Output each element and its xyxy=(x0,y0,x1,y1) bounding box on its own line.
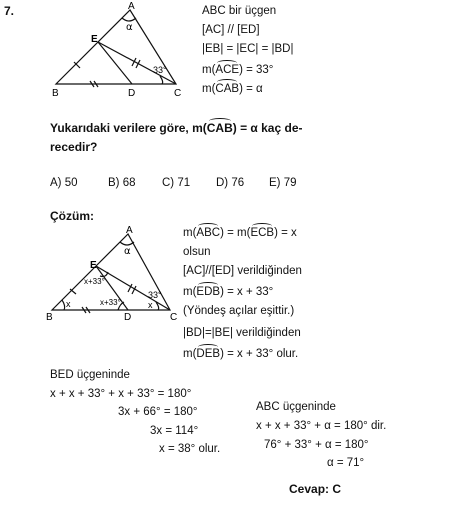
question-figure xyxy=(50,0,200,98)
sol-label-b: B xyxy=(46,312,53,322)
solution-figure xyxy=(44,226,184,322)
alpha-arc xyxy=(122,18,136,21)
bed-eq-4: x = 38° olur. xyxy=(159,443,221,455)
sol-label-a: A xyxy=(126,226,133,236)
option-d[interactable]: D) 76 xyxy=(216,177,245,189)
label-d: D xyxy=(128,88,136,98)
given-1: ABC bir üçgen xyxy=(202,5,277,17)
abc-eq-1: x + x + 33° + α = 180° dir. xyxy=(256,420,387,432)
option-a[interactable]: A) 50 xyxy=(50,177,78,189)
label-c: C xyxy=(174,88,182,98)
answer: Cevap: C xyxy=(289,482,342,496)
abc-heading: ABC üçgeninde xyxy=(256,401,336,413)
bed-heading: BED üçgeninde xyxy=(50,369,130,381)
given-2: [AC] // [ED] xyxy=(202,24,260,36)
sol-line-1: m(ABC) = m(ECB) = x xyxy=(183,227,297,239)
bed-eq-3: 3x = 114° xyxy=(150,425,199,437)
question-prompt-line-2: recedir? xyxy=(50,140,98,154)
abc-eq-3: α = 71° xyxy=(327,457,365,469)
solution-heading: Çözüm: xyxy=(50,209,94,223)
sol-label-d: D xyxy=(124,312,132,322)
sol-label-c: C xyxy=(170,312,178,322)
bed-eq-2: 3x + 66° = 180° xyxy=(118,406,198,418)
bed-eq-1: x + x + 33° + x + 33° = 180° xyxy=(50,388,192,400)
segment-ec xyxy=(98,42,176,84)
sol-line-3: [AC]//[ED] verildiğinden xyxy=(183,265,302,277)
sol-line-2: olsun xyxy=(183,246,211,258)
sol-label-alpha: α xyxy=(124,246,131,257)
sol-line-4: m(EDB) = x + 33° xyxy=(183,286,274,298)
sol-label-e: E xyxy=(90,260,97,271)
option-b[interactable]: B) 68 xyxy=(108,177,136,189)
label-33: 33° xyxy=(153,65,167,75)
label-alpha: α xyxy=(126,22,133,33)
abc-eq-2: 76° + 33° + α = 180° xyxy=(264,439,369,451)
sol-label-33: 33° xyxy=(148,290,162,300)
given-5: m(CAB) = α xyxy=(202,83,263,95)
sol-alpha-arc xyxy=(120,242,134,245)
sol-label-x-b: x xyxy=(66,299,71,309)
segment-ed xyxy=(98,42,132,84)
sol-line-5: (Yöndeş açılar eşittir.) xyxy=(183,305,295,317)
label-b: B xyxy=(52,88,59,98)
sol-label-xp33-e: x+33° xyxy=(84,277,105,286)
sol-label-x-c: x xyxy=(148,300,153,310)
option-c[interactable]: C) 71 xyxy=(162,177,191,189)
question-prompt-line-1: Yukarıdaki verilere göre, m(CAB) = α kaç de- xyxy=(50,121,303,135)
label-e: E xyxy=(91,34,98,45)
sol-arc-b xyxy=(62,300,65,310)
sol-line-6: |BD|=|BE| verildiğinden xyxy=(183,327,301,339)
question-number: 7. xyxy=(4,4,15,18)
sol-line-7: m(DEB) = x + 33° olur. xyxy=(183,348,299,360)
given-4: m(ACE) = 33° xyxy=(202,64,274,76)
sol-label-xp33-d: x+33° xyxy=(100,298,121,307)
label-a: A xyxy=(128,1,135,12)
option-e[interactable]: E) 79 xyxy=(269,177,297,189)
given-3: |EB| = |EC| = |BD| xyxy=(202,43,294,55)
